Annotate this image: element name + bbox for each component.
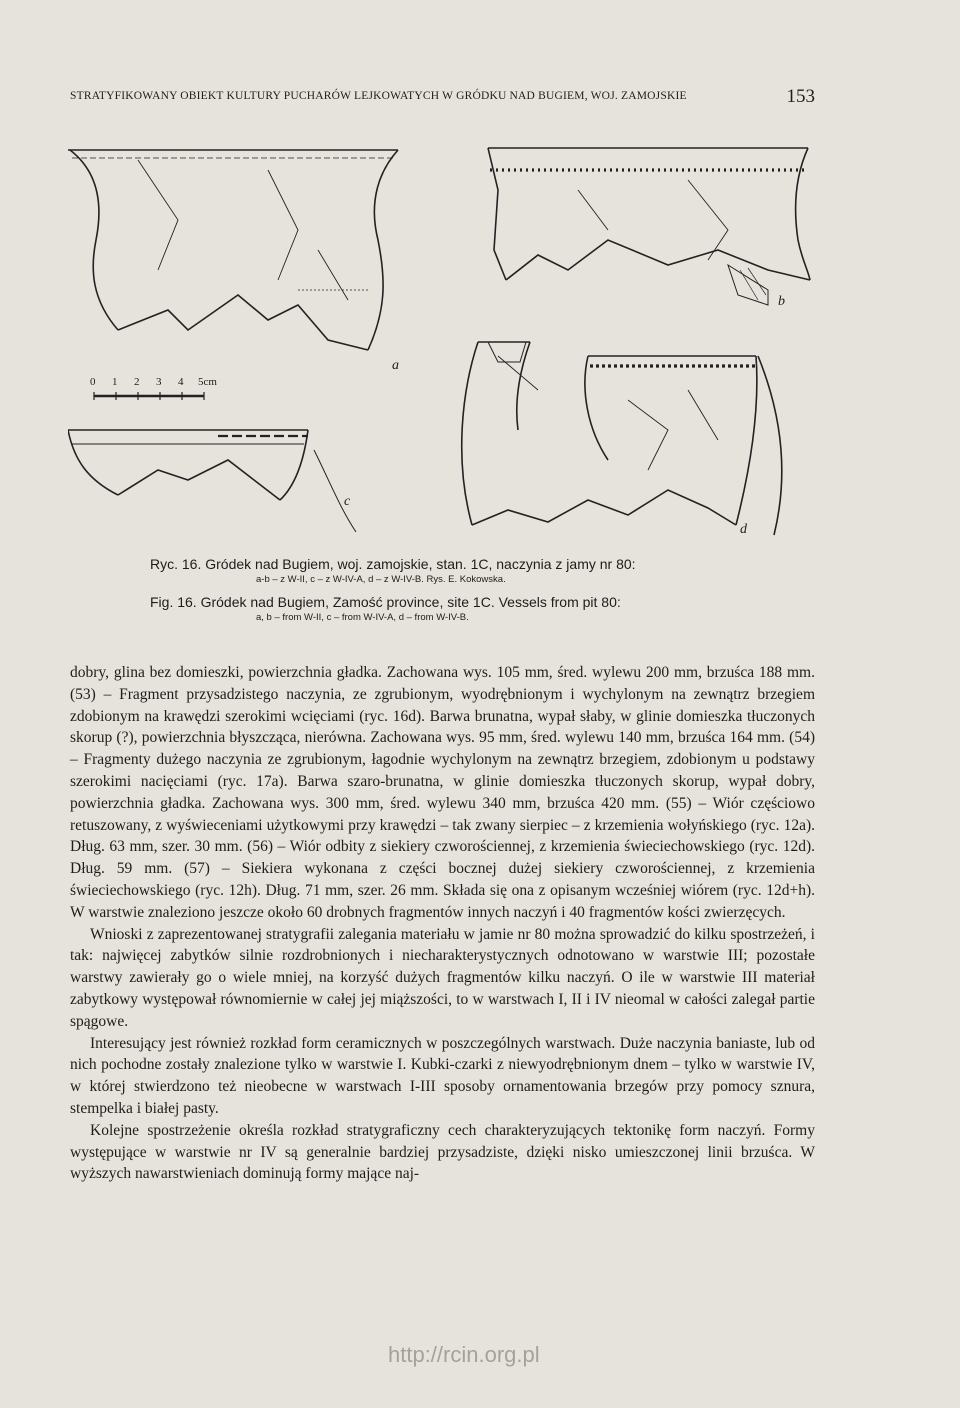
- pottery-drawings: [68, 130, 828, 550]
- paragraph-3: Interesujący jest również rozkład form ceramicznych w poszczególnych warstwach. Duże naczynia baniaste, lub od nich pochodne zostały znalezione tylko w warstwie I. Kubki-czarki z niewyodrębnionym dnem – tylko w warstwie IV, w której stwierdzono też nieobecne w warstwach I-III sposoby ornamentowania brzegów przy pomocy sznura, stempelka i białej pasty.: [70, 1034, 815, 1117]
- page-header: [70, 86, 815, 110]
- paragraph-2: Wnioski z zaprezentowanej stratygrafii zalegania materiału w jamie nr 80 można sprowadzić do kilku spostrzeżeń, i tak: najwięcej zabytków silnie rozdrobnionych i niecharakterystycznych odnotowano w warstwie III; pozostałe warstwy zawierały go o wiele mniej, na korzyść dużych fragmentów kilku naczyń. O ile w warstwie III materiał zabytkowy występował równomiernie w całej jej miąższości, to w warstwach I, II i IV nieomal w całości zalegał partie spągowe.: [70, 925, 815, 1030]
- body-text: [70, 662, 815, 1185]
- running-title: STRATYFIKOWANY OBIEKT KULTURY PUCHARÓW LEJKOWATYCH W GRÓDKU NAD BUGIEM, WOJ. ZAMOJSKIE: [70, 90, 687, 102]
- scale-tick-3: 3: [156, 376, 162, 388]
- panel-label-a: a: [392, 358, 399, 373]
- watermark-url: http://rcin.org.pl: [388, 1342, 540, 1367]
- panel-label-d: d: [740, 522, 747, 537]
- figure-caption: [150, 556, 830, 624]
- panel-label-c: c: [344, 494, 351, 509]
- vessel-d-drawing: [462, 342, 782, 535]
- scale-tick-2: 2: [134, 376, 140, 388]
- scale-tick-1: 1: [112, 376, 118, 388]
- scale-tick-4: 4: [178, 376, 184, 388]
- vessel-b-drawing: [488, 148, 810, 305]
- caption-en-detail: a, b – from W-II, c – from W-IV-A, d – from W-IV-B.: [256, 612, 469, 623]
- scale-tick-0: 0: [90, 376, 96, 388]
- caption-pl-title: Ryc. 16. Gródek nad Bugiem, woj. zamojskie, stan. 1C, naczynia z jamy nr 80:: [150, 556, 636, 572]
- vessel-a-drawing: [68, 150, 398, 350]
- panel-label-b: b: [778, 294, 785, 309]
- paragraph-1: dobry, glina bez domieszki, powierzchnia gładka. Zachowana wys. 105 mm, śred. wylewu 200 mm, brzuśca 188 mm. (53) – Fragment przysadzistego naczynia, ze zgrubionym, wyodrębnionym i wychylonym na zewnątrz brzegiem zdobionym na krawędzi szerokimi wcięciami (ryc. 16d). Barwa brunatna, wypał słaby, w glinie domieszka tłuczonych skorup (?), powierzchnia błyszcząca, nierówna. Zachowana wys. 95 mm, śred. wylewu 140 mm, brzuśca 164 mm. (54) – Fragmenty dużego naczynia ze zgrubionym, łagodnie wychylonym na zewnątrz brzegiem, zdobionym u podstawy szerokimi nacięciami (ryc. 17a). Barwa szaro-brunatna, w glinie domieszka tłuczonych skorup, wypał dobry, powierzchnia gładka. Zachowana wys. 300 mm, śred. wylewu 340 mm, brzuśca 420 mm. (55) – Wiór częściowo retuszowany, z wyświeceniami użytkowymi przy krawędzi – tak zwany sierpiec – z krzemienia wołyńskiego (ryc. 12a). Dług. 63 mm, szer. 30 mm. (56) – Wiór odbity z siekiery czworościennej, z krzemienia świeciechowskiego (ryc. 12d). Dług. 59 mm. (57) – Siekiera wykonana z części bocznej dużej siekiery czworościennej, z krzemienia świeciechowskiego (ryc. 12h). Dług. 71 mm, szer. 26 mm. Składa się ona z opisanym wcześniej wiórem (ryc. 12d+h). W warstwie znaleziono jeszcze około 60 drobnych fragmentów innych naczyń i 40 fragmentów kości zwierzęcych.: [70, 664, 815, 921]
- paragraph-4: Kolejne spostrzeżenie określa rozkład stratygraficzny cech charakteryzujących tektonikę form naczyń. Formy występujące w warstwie nr IV są generalnie bardziej przysadziste, dzięki nisko umieszczonej linii brzuśca. W wyższych nawarstwieniach dominują formy mające naj-: [70, 1121, 815, 1183]
- caption-en-title: Fig. 16. Gródek nad Bugiem, Zamość province, site 1C. Vessels from pit 80:: [150, 594, 621, 610]
- page-number: 153: [786, 86, 815, 107]
- caption-pl-detail: a-b – z W-II, c – z W-IV-A, d – z W-IV-B. Rys. E. Kokowska.: [256, 574, 506, 585]
- scale-bar-drawing: [94, 392, 204, 400]
- vessel-c-drawing: [68, 430, 356, 532]
- scale-tick-5cm: 5cm: [198, 376, 217, 388]
- figure-16: [68, 130, 828, 550]
